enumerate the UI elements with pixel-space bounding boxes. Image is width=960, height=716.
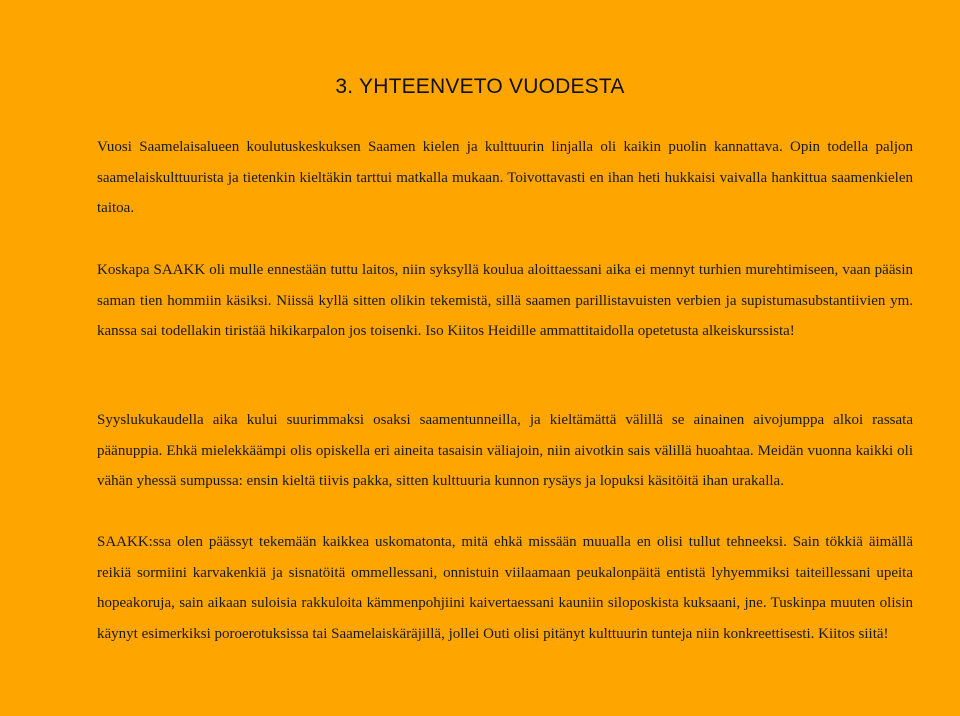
paragraph-experiences: SAAKK:ssa olen päässyt tekemään kaikkea uskomatonta, mitä ehkä missään muualla en olisi tullut tehneeksi. Sain tökkiä äimällä reikiä sormiini karvakenkiä ja sisnatöitä ommellessani, onnistuin viilaamaan peukalonpäitä entistä lyhyemmiksi taiteillessani upeita hopeakoruja, sain aikaan suloisia rakkuloita kämmenpohjiini kaivertaessani kauniin siloposkista kuksaani, jne. Tuskinpa muuten olisin käynyt esimerkiksi poroerotuksissa tai Saamelaiskäräjillä, jollei Outi olisi pitänyt kulttuurin tunteja niin konkreettisesti. Kiitos siitä! xyxy=(97,534,913,642)
paragraph-autumn-term: Syyslukukaudella aika kului suurimmaksi osaksi saamentunneilla, ja kieltämättä välillä se ainainen aivojumppa alkoi rassata päänuppia. Ehkä mielekkäämpi olis opiskella eri aineita tasaisin väliajoin, niin aivotkin sais välillä huoahtaa. Meidän vuonna kaikki oli vähän yhessä sumpussa: ensin kieltä tiivis pakka, sitten kulttuuria kunnon rysäys ja lopuksi käsitöitä ihan urakalla. xyxy=(97,412,913,489)
paragraph-autumn-start: Koskapa SAAKK oli mulle ennestään tuttu laitos, niin syksyllä koulua aloittaessani aika ei mennyt turhien murehtimiseen, vaan pääsin saman tien hommiin käsiksi. Niissä kyllä sitten olikin tekemistä, sillä saamen parillistavuisten verbien ja supistumasubstantiivien ym. kanssa sai todellakin tiristää hikikarpalon jos toisenki. Iso Kiitos Heidille ammattitaidolla opetetusta alkeiskurssista! xyxy=(97,262,913,339)
paragraph-summary: Vuosi Saamelaisalueen koulutuskeskuksen Saamen kielen ja kulttuurin linjalla oli kaikin puolin kannattava. Opin todella paljon saamelaiskulttuurista ja tietenkin kieltäkin tarttui matkalla mukaan. Toivottavasti en ihan heti hukkaisi vaivalla hankittua saamenkielen taitoa. xyxy=(97,139,913,216)
section-title: 3. YHTEENVETO VUODESTA xyxy=(335,75,625,98)
